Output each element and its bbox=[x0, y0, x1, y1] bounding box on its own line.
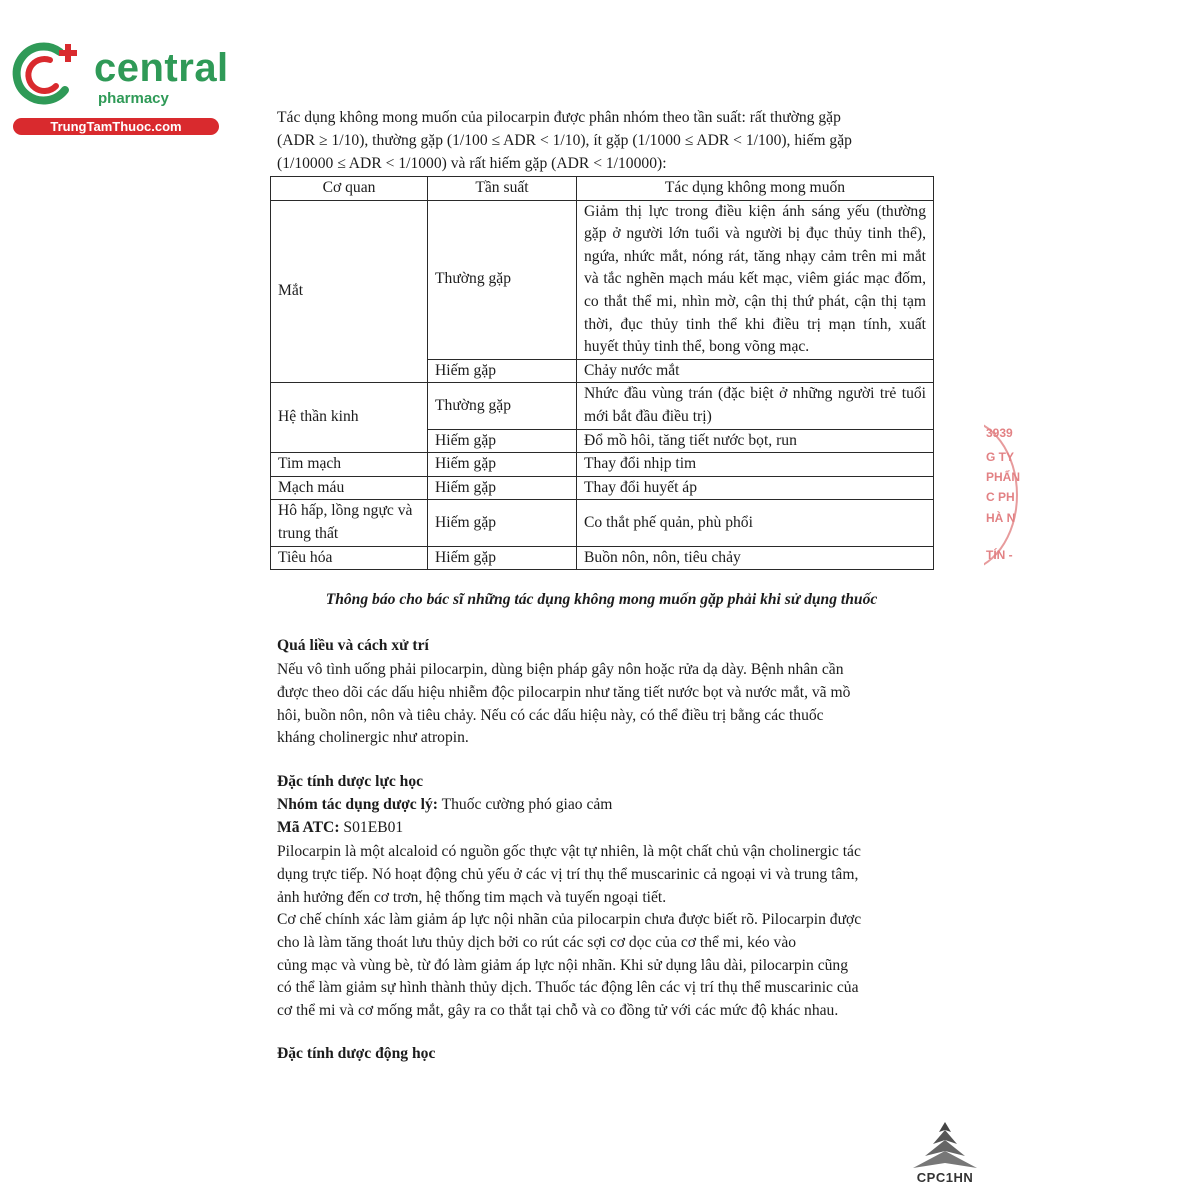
stamp-text: PHẨN bbox=[986, 470, 1021, 484]
pd-line: dụng trực tiếp. Nó hoạt động chủ yếu ở các vị trí thụ thể muscarinic cả ngoại vi và trung tâm, bbox=[277, 865, 859, 883]
pd-line: Cơ chế chính xác làm giảm áp lực nội nhãn của pilocarpin chưa được biết rõ. Pilocarpin được bbox=[277, 911, 862, 928]
effect-cell: Chảy nước mắt bbox=[577, 359, 934, 383]
frequency-cell: Hiếm gặp bbox=[428, 429, 577, 453]
pharmacologic-group-label: Nhóm tác dụng dược lý: bbox=[277, 796, 438, 813]
logo-subtitle: pharmacy bbox=[98, 90, 169, 107]
overdose-line: Nếu vô tình uống phải pilocarpin, dùng biện pháp gây nôn hoặc rửa dạ dày. Bệnh nhân cần bbox=[277, 661, 844, 678]
intro-line: (ADR ≥ 1/10), thường gặp (1/100 ≤ ADR < 1/10), ít gặp (1/1000 ≤ ADR < 1/100), hiếm gặp bbox=[277, 131, 852, 149]
organ-cell: Hô hấp, lồng ngực và trung thất bbox=[271, 500, 428, 546]
effect-cell: Buồn nôn, nôn, tiêu chảy bbox=[577, 546, 934, 570]
frequency-cell: Hiếm gặp bbox=[428, 500, 577, 546]
pharmacologic-group bbox=[277, 796, 612, 814]
overdose-line: hôi, buồn nôn, nôn và tiêu chảy. Nếu có các dấu hiệu này, có thể điều trị bằng các thuốc bbox=[277, 706, 824, 724]
pd-line: củng mạc và vùng bè, từ đó làm giảm áp lực nội nhãn. Khi sử dụng lâu dài, pilocarpin cũng bbox=[277, 956, 849, 974]
frequency-cell: Hiếm gặp bbox=[428, 359, 577, 383]
logo-c-cross-icon bbox=[10, 38, 90, 108]
stamp-text: C PH bbox=[986, 490, 1015, 504]
stamp-text: TÍN - bbox=[986, 548, 1013, 562]
stamp-text: 3939 bbox=[986, 426, 1013, 440]
adverse-reactions-table bbox=[270, 176, 934, 570]
pharmacodynamics-heading: Đặc tính dược lực học bbox=[277, 773, 424, 790]
header-organ: Cơ quan bbox=[271, 177, 428, 201]
frequency-cell: Hiếm gặp bbox=[428, 476, 577, 500]
frequency-cell: Hiếm gặp bbox=[428, 546, 577, 570]
pharmacodynamics-paragraph-2 bbox=[277, 909, 927, 1023]
stamp-text: G TY bbox=[986, 450, 1015, 464]
effect-cell: Co thắt phế quản, phù phổi bbox=[577, 500, 934, 546]
table-row bbox=[271, 546, 934, 570]
table-row bbox=[271, 383, 934, 429]
organ-cell: Tiêu hóa bbox=[271, 546, 428, 570]
effect-cell: Đổ mồ hôi, tăng tiết nước bọt, run bbox=[577, 429, 934, 453]
frequency-cell: Hiếm gặp bbox=[428, 453, 577, 477]
table-row bbox=[271, 200, 934, 359]
pharmacologic-group-value: Thuốc cường phó giao cảm bbox=[441, 796, 613, 813]
effect-cell: Giảm thị lực trong điều kiện ánh sáng yếu (thường gặp ở người lớn tuổi và người bị đục thủy tinh thể), ngứa, nhức mắt, nóng rát, tăng nhạy cảm trên mi mắt và tắc nghẽn mạch máu kết mạc, viêm giác mạc đốm, co thắt thể mi, nhìn mờ, cận thị thứ phát, cận thị tạm thời, đục thủy tinh thể khi điều trị mạn tính, xuất huyết thủy tinh thể, bong võng mạc. bbox=[577, 200, 934, 359]
manufacturer-logo bbox=[905, 1120, 985, 1190]
atc-code bbox=[277, 819, 403, 837]
organ-cell: Mạch máu bbox=[271, 476, 428, 500]
pd-line: có thể làm giảm sự hình thành thủy dịch. Thuốc tác động lên các vị trí thụ thể muscarinic của bbox=[277, 979, 859, 997]
overdose-line: kháng cholinergic như atropin. bbox=[277, 729, 469, 747]
organ-cell: Hệ thần kinh bbox=[271, 383, 428, 453]
effect-cell: Nhức đầu vùng trán (đặc biệt ở những người trẻ tuổi mới bắt đầu điều trị) bbox=[577, 383, 934, 429]
organ-cell: Tim mạch bbox=[271, 453, 428, 477]
pd-line: cho là làm tăng thoát lưu thủy dịch bởi co rút các sợi cơ dọc của cơ thể mi, kéo vào bbox=[277, 933, 797, 951]
company-stamp bbox=[984, 418, 1024, 573]
table-row bbox=[271, 453, 934, 477]
pharmacokinetics-heading: Đặc tính dược động học bbox=[277, 1045, 436, 1062]
table-row bbox=[271, 476, 934, 500]
pd-line: Pilocarpin là một alcaloid có nguồn gốc thực vật tự nhiên, là một chất chủ vận cholinergic tác bbox=[277, 843, 861, 860]
manufacturer-name: CPC1HN bbox=[916, 1170, 974, 1185]
manufacturer-emblem-icon bbox=[905, 1120, 985, 1172]
stamp-text: HÀ N bbox=[986, 511, 1016, 525]
frequency-cell: Thường gặp bbox=[428, 383, 577, 429]
intro-line: Tác dụng không mong muốn của pilocarpin được phân nhóm theo tần suất: rất thường gặp bbox=[277, 109, 841, 126]
header-effect: Tác dụng không mong muốn bbox=[577, 177, 934, 201]
logo-website-link[interactable]: TrungTamThuoc.com bbox=[13, 118, 219, 135]
pd-line: cơ thể mi và cơ mống mắt, gây ra co thắt tại chỗ và co đồng tử với các mức độ khác nhau. bbox=[277, 1002, 839, 1020]
intro-line: (1/10000 ≤ ADR < 1/1000) và rất hiếm gặp (ADR < 1/10000): bbox=[277, 154, 667, 172]
overdose-heading: Quá liều và cách xử trí bbox=[277, 637, 429, 654]
overdose-line: được theo dõi các dấu hiệu nhiễm độc pilocarpin như tăng tiết nước bọt và nước mắt, vã mồ bbox=[277, 683, 851, 701]
atc-code-label: Mã ATC: bbox=[277, 819, 340, 836]
effect-cell: Thay đổi huyết áp bbox=[577, 476, 934, 500]
atc-code-value: S01EB01 bbox=[343, 819, 404, 836]
overdose-paragraph bbox=[277, 659, 927, 750]
table-row bbox=[271, 500, 934, 546]
pd-line: ảnh hưởng đến cơ trơn, hệ thống tim mạch và tuyến ngoại tiết. bbox=[277, 888, 667, 906]
pharmacodynamics-paragraph-1 bbox=[277, 841, 927, 909]
organ-cell: Mắt bbox=[271, 200, 428, 383]
effect-cell: Thay đổi nhịp tim bbox=[577, 453, 934, 477]
table-header-row bbox=[271, 177, 934, 201]
header-frequency: Tần suất bbox=[428, 177, 577, 201]
adr-intro-paragraph bbox=[277, 107, 927, 175]
table-caption: Thông báo cho bác sĩ những tác dụng không mong muốn gặp phải khi sử dụng thuốc bbox=[325, 591, 878, 608]
logo-brand-name: central bbox=[94, 46, 229, 90]
frequency-cell: Thường gặp bbox=[428, 200, 577, 359]
central-pharmacy-logo[interactable] bbox=[10, 38, 229, 138]
